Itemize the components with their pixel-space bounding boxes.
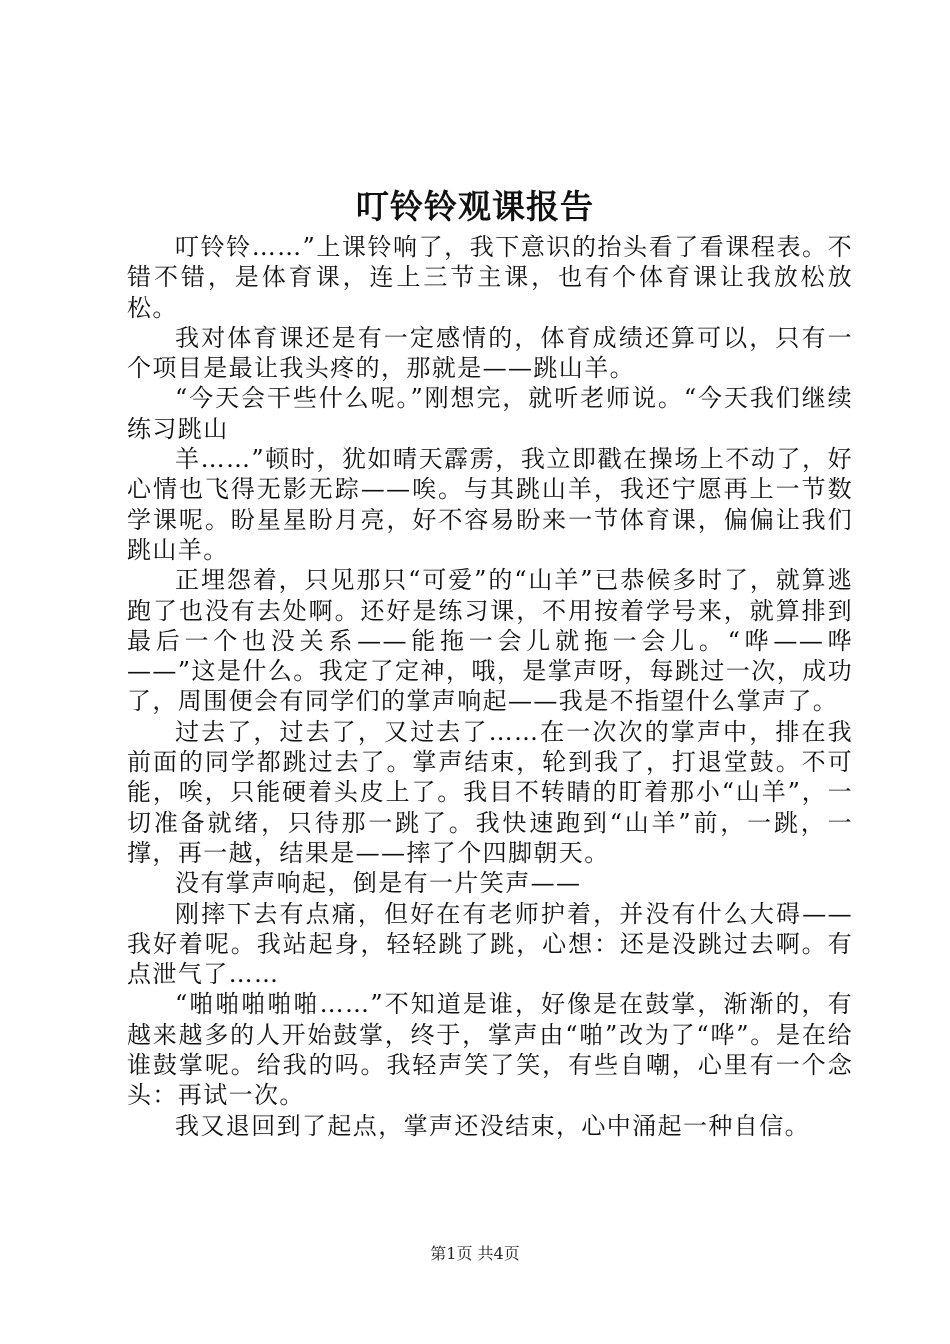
paragraph: 刚摔下去有点痛，但好在有老师护着，并没有什么大碍——我好着呢。我站起身，轻轻跳了跳，心想：还是没跳过去啊。有点泄气了…… xyxy=(127,899,853,989)
paragraph: 正埋怨着，只见那只“可爱”的“山羊”已恭候多时了，就算逃跑了也没有去处啊。还好是练习课，不用按着学号来，就算排到最后一个也没关系——能拖一会儿就拖一会儿。“哗——哗——”这是什么。我定了定神，哦，是掌声呀，每跳过一次，成功了，周围便会有同学们的掌声响起——我是不指望什么掌声了。 xyxy=(127,566,853,716)
document-title: 叮铃铃观课报告 xyxy=(356,187,594,226)
paragraph: 没有掌声响起，倒是有一片笑声—— xyxy=(175,869,582,898)
page-footer: 第1页 共4页 xyxy=(430,1244,520,1263)
paragraph: 我又退回到了起点，掌声还没结束，心中涌起一种自信。 xyxy=(175,1111,810,1140)
paragraph: 我对体育课还是有一定感情的，体育成绩还算可以，只有一个项目是最让我头疼的，那就是——跳山羊。 xyxy=(127,323,853,383)
paragraph: “今天会干些什么呢。”刚想完，就听老师说。“今天我们继续练习跳山 xyxy=(127,384,853,443)
document-body xyxy=(127,232,853,1141)
paragraph: 叮铃铃……”上课铃响了，我下意识的抬头看了看课程表。不错不错，是体育课，连上三节主课，也有个体育课让我放松放松。 xyxy=(127,233,853,322)
paragraph: 羊……”顿时，犹如晴天霹雳，我立即戳在操场上不动了，好心情也飞得无影无踪——唉。与其跳山羊，我还宁愿再上一节数学课呢。盼星星盼月亮，好不容易盼来一节体育课，偏偏让我们跳山羊。 xyxy=(127,445,853,564)
paragraph: 过去了，过去了，又过去了……在一次次的掌声中，排在我前面的同学都跳过去了。掌声结束，轮到我了，打退堂鼓。不可能，唉，只能硬着头皮上了。我目不转睛的盯着那小“山羊”，一切准备就绪，只待那一跳了。我快速跑到“山羊”前，一跳，一撑，再一越，结果是——摔了个四脚朝天。 xyxy=(127,717,853,867)
paragraph: “啪啪啪啪啪……”不知道是谁，好像是在鼓掌，渐渐的，有越来越多的人开始鼓掌，终于，掌声由“啪”改为了“哗”。是在给谁鼓掌呢。给我的吗。我轻声笑了笑，有些自嘲，心里有一个念头：再试一次。 xyxy=(127,990,853,1110)
